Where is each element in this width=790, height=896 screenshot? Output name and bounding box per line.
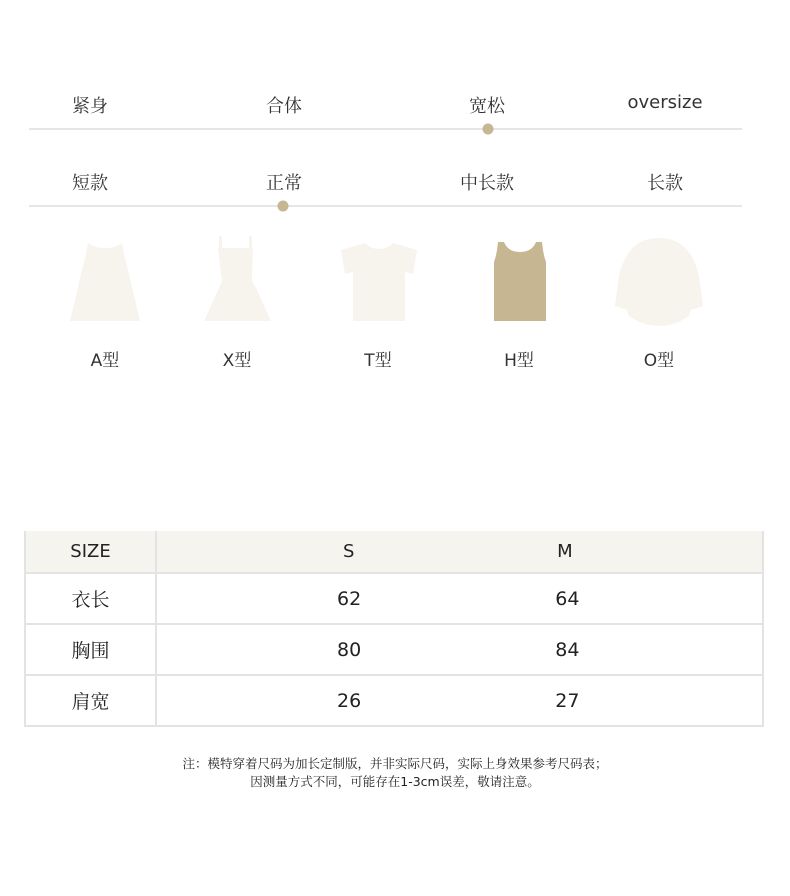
row-values-chest [156,624,763,675]
table-row [25,624,763,675]
size-table-header [25,531,763,573]
fit-label-tight: 紧身 [72,96,108,117]
table-row [25,675,763,726]
length-scale-indicator [278,201,289,212]
row-values-shoulder [156,675,763,726]
value-shoulder-m: 27 [555,689,580,712]
t-line-silhouette-icon [339,240,419,324]
silhouette-label-a: A型 [90,351,120,371]
size-header-sizes [156,531,763,573]
value-chest-m: 84 [555,638,580,661]
table-row [25,573,763,624]
length-label-long: 长款 [647,173,683,194]
silhouette-label-x: X型 [222,351,252,371]
length-label-normal: 正常 [266,173,302,194]
size-header-s: S [343,541,355,562]
size-table [24,531,764,727]
fit-scale [0,92,790,132]
note-line-2: 因测量方式不同，可能存在1-3cm误差，敬请注意。 [250,774,540,789]
fit-label-loose: 宽松 [469,96,505,117]
length-scale-line [29,205,742,207]
fit-label-regular: 合体 [266,96,302,117]
a-line-silhouette-icon [68,240,142,324]
fit-label-oversize: oversize [627,92,703,113]
row-label-shoulder: 肩宽 [25,675,156,726]
fit-scale-line [29,128,742,130]
o-line-silhouette-icon [613,236,705,328]
length-scale [0,169,790,209]
length-label-short: 短款 [72,173,108,194]
silhouette-label-o: O型 [643,351,675,371]
note-line-1: 注：模特穿着尺码为加长定制版，并非实际尺码，实际上身效果参考尺码表； [182,756,608,771]
value-chest-s: 80 [337,638,362,661]
length-label-mid-long: 中长款 [460,173,514,194]
h-line-silhouette-icon [491,240,549,324]
measurement-note [0,755,790,791]
silhouette-label-h: H型 [504,351,534,371]
value-shoulder-s: 26 [337,689,362,712]
row-values-length [156,573,763,624]
row-label-chest: 胸围 [25,624,156,675]
value-length-m: 64 [555,587,580,610]
size-header-label: SIZE [25,531,156,573]
x-line-silhouette-icon [201,234,275,324]
silhouette-label-t: T型 [364,351,392,371]
row-label-length: 衣长 [25,573,156,624]
value-length-s: 62 [337,587,362,610]
fit-scale-indicator [483,124,494,135]
size-header-m: M [557,541,573,562]
